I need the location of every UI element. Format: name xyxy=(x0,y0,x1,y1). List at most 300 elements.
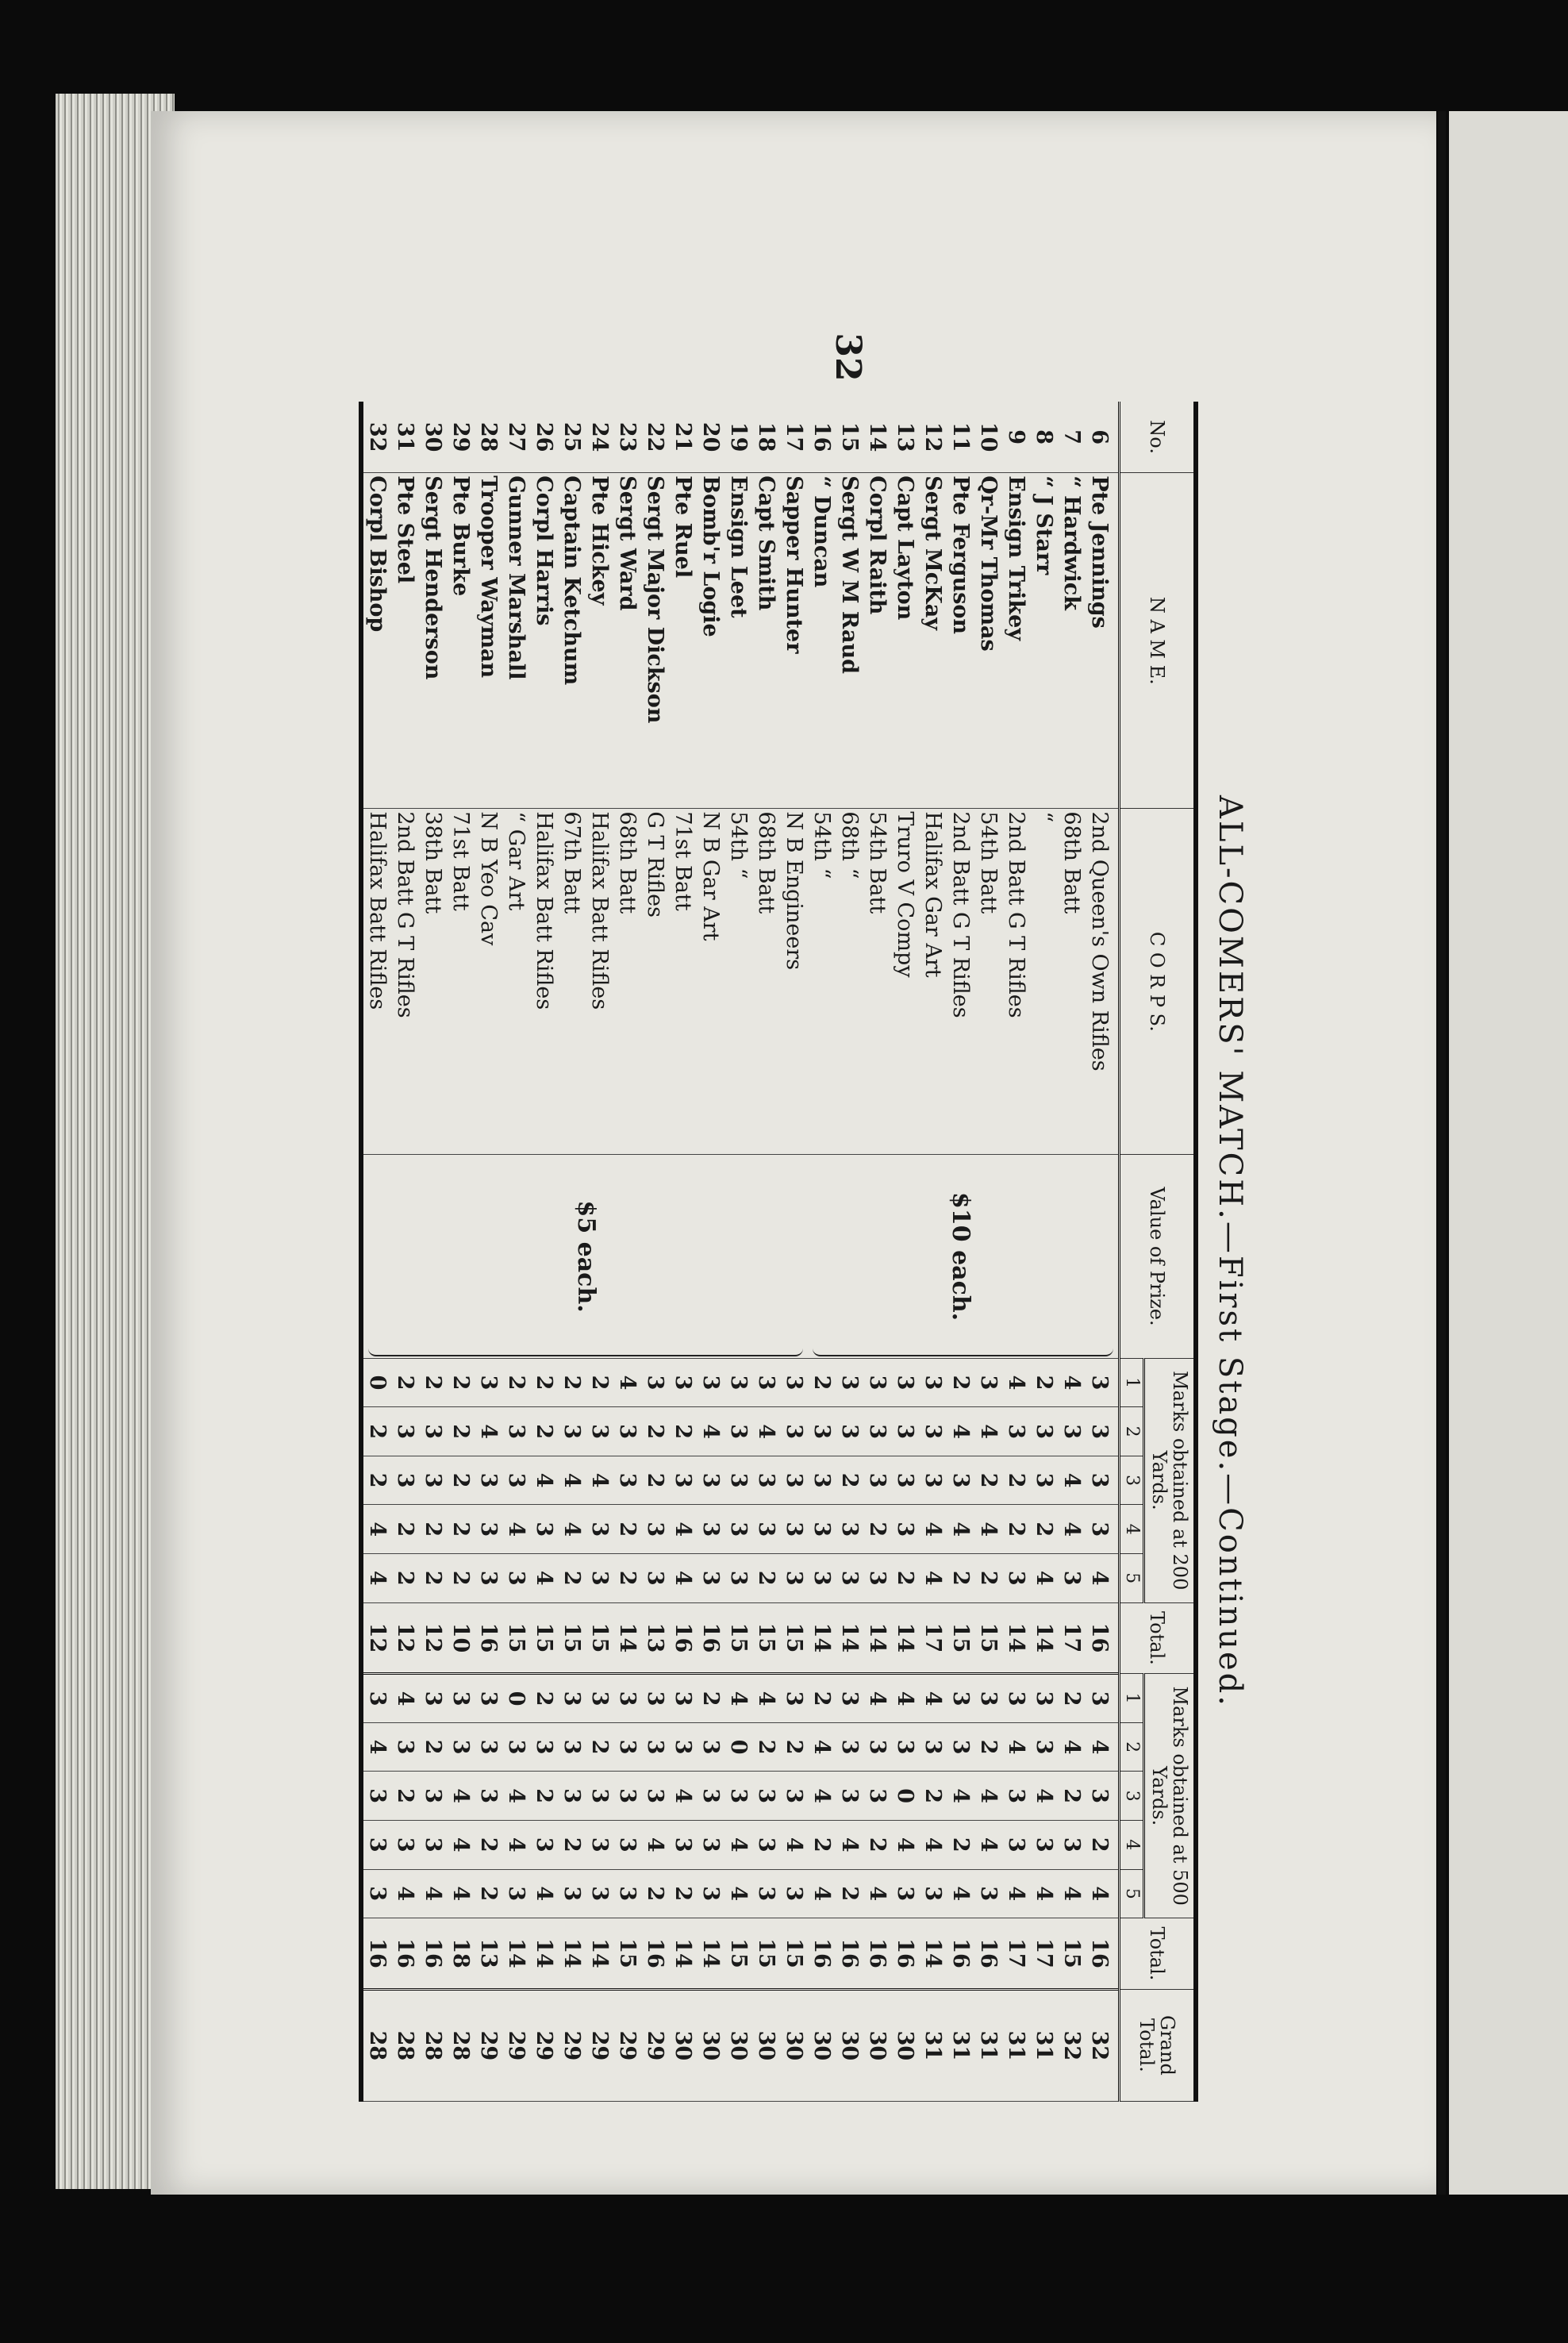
grand-total: 28 xyxy=(391,1989,419,2101)
score-200-shot: 3 xyxy=(947,1456,974,1505)
row-name xyxy=(974,473,1002,809)
score-200-shot: 4 xyxy=(530,1553,558,1602)
grand-total: 29 xyxy=(558,1989,586,2101)
score-500-shot: 4 xyxy=(891,1674,919,1723)
score-500-shot: 0 xyxy=(502,1674,530,1723)
total-200: 12 xyxy=(419,1602,447,1674)
score-500-shot: 2 xyxy=(669,1869,697,1918)
row-corps: 54th “ xyxy=(808,809,836,1155)
score-500-shot: 2 xyxy=(697,1674,724,1723)
score-200-shot: 4 xyxy=(669,1505,697,1554)
header-shot: 3 xyxy=(1120,1456,1144,1505)
row-name-text: Pte Ferguson xyxy=(948,475,974,635)
score-500-shot: 3 xyxy=(558,1722,586,1772)
row-corps: 54th “ xyxy=(724,809,752,1155)
score-500-shot: 3 xyxy=(475,1772,502,1821)
score-500-shot: 2 xyxy=(863,1820,891,1869)
row-corps: “ xyxy=(1030,809,1058,1155)
score-500-shot: 3 xyxy=(586,1820,613,1869)
score-500-shot: 4 xyxy=(1002,1869,1030,1918)
header-shot: 1 xyxy=(1120,1674,1144,1723)
row-name xyxy=(502,473,530,809)
score-500-shot: 3 xyxy=(1086,1674,1120,1723)
score-200-shot: 3 xyxy=(808,1553,836,1602)
row-corps: Halifax Batt Rifles xyxy=(361,809,391,1155)
score-500-shot: 3 xyxy=(558,1772,586,1821)
score-200-shot: 3 xyxy=(475,1358,502,1407)
score-200-shot: 3 xyxy=(530,1505,558,1554)
row-name xyxy=(669,473,697,809)
total-500: 14 xyxy=(502,1918,530,1990)
total-500: 16 xyxy=(891,1918,919,1990)
prize-value xyxy=(808,1155,1120,1358)
row-corps: 68th Batt xyxy=(613,809,641,1155)
row-number: 24 xyxy=(586,402,613,473)
total-500: 16 xyxy=(361,1918,391,1990)
row-name xyxy=(808,473,836,809)
score-500-shot: 4 xyxy=(530,1869,558,1918)
row-number: 30 xyxy=(419,402,447,473)
score-500-shot: 3 xyxy=(558,1869,586,1918)
score-200-shot: 4 xyxy=(919,1553,947,1602)
score-500-shot: 3 xyxy=(641,1722,669,1772)
score-200-shot: 2 xyxy=(1030,1505,1058,1554)
grand-total: 30 xyxy=(808,1989,836,2101)
score-200-shot: 2 xyxy=(974,1456,1002,1505)
row-name xyxy=(447,473,475,809)
total-200: 16 xyxy=(475,1602,502,1674)
row-number: 12 xyxy=(919,402,947,473)
score-200-shot: 3 xyxy=(863,1456,891,1505)
total-200: 15 xyxy=(974,1602,1002,1674)
score-200-shot: 3 xyxy=(863,1407,891,1456)
score-500-shot: 4 xyxy=(947,1772,974,1821)
score-200-shot: 3 xyxy=(780,1505,808,1554)
score-500-shot: 4 xyxy=(391,1869,419,1918)
score-200-shot: 3 xyxy=(780,1358,808,1407)
score-500-shot: 3 xyxy=(613,1869,641,1918)
row-corps: Halifax Batt Rifles xyxy=(586,809,613,1155)
score-200-shot: 3 xyxy=(558,1407,586,1456)
score-200-shot: 2 xyxy=(586,1358,613,1407)
score-500-shot: 3 xyxy=(1002,1772,1030,1821)
score-500-shot: 3 xyxy=(836,1674,863,1723)
score-200-shot: 3 xyxy=(808,1505,836,1554)
row-corps: 71st Batt xyxy=(669,809,697,1155)
total-200: 15 xyxy=(558,1602,586,1674)
score-500-shot: 4 xyxy=(1058,1869,1086,1918)
row-name-text: Qr-Mr Thomas xyxy=(976,475,1001,652)
brace-mark xyxy=(368,1347,803,1356)
score-500-shot: 2 xyxy=(808,1820,836,1869)
row-name xyxy=(780,473,808,809)
row-corps: 68th Batt xyxy=(752,809,780,1155)
score-200-shot: 2 xyxy=(447,1358,475,1407)
row-name xyxy=(641,473,669,809)
score-500-shot: 3 xyxy=(613,1674,641,1723)
total-200: 14 xyxy=(1002,1602,1030,1674)
score-500-shot: 2 xyxy=(947,1820,974,1869)
score-500-shot: 2 xyxy=(1058,1772,1086,1821)
total-200: 15 xyxy=(586,1602,613,1674)
score-200-shot: 4 xyxy=(1030,1553,1058,1602)
score-200-shot: 3 xyxy=(1058,1407,1086,1456)
score-200-shot: 4 xyxy=(586,1456,613,1505)
score-200-shot: 2 xyxy=(752,1553,780,1602)
row-corps: N B Yeo Cav xyxy=(475,809,502,1155)
header-shot: 1 xyxy=(1120,1358,1144,1407)
score-500-shot: 3 xyxy=(475,1674,502,1723)
header-total-500: Total. xyxy=(1120,1918,1196,1990)
total-500: 16 xyxy=(974,1918,1002,1990)
score-500-shot: 2 xyxy=(780,1722,808,1772)
score-500-shot: 3 xyxy=(641,1772,669,1821)
score-200-shot: 3 xyxy=(697,1553,724,1602)
row-corps: “ Gar Art xyxy=(502,809,530,1155)
total-200: 12 xyxy=(391,1602,419,1674)
total-500: 13 xyxy=(475,1918,502,1990)
row-number: 14 xyxy=(863,402,891,473)
book-gutter xyxy=(1438,111,1446,2195)
score-200-shot: 3 xyxy=(613,1456,641,1505)
total-200: 15 xyxy=(780,1602,808,1674)
row-number: 7 xyxy=(1058,402,1086,473)
score-200-shot: 3 xyxy=(1002,1407,1030,1456)
score-200-shot: 3 xyxy=(502,1553,530,1602)
grand-total: 29 xyxy=(475,1989,502,2101)
score-200-shot: 3 xyxy=(780,1553,808,1602)
row-corps: 54th Batt xyxy=(974,809,1002,1155)
row-corps: 2nd Batt G T Rifles xyxy=(947,809,974,1155)
score-500-shot: 4 xyxy=(641,1820,669,1869)
row-name xyxy=(697,473,724,809)
score-500-shot: 2 xyxy=(391,1772,419,1821)
total-200: 14 xyxy=(613,1602,641,1674)
score-200-shot: 3 xyxy=(919,1407,947,1456)
score-200-shot: 3 xyxy=(836,1505,863,1554)
row-name-text: Capt Smith xyxy=(754,475,779,611)
score-200-shot: 3 xyxy=(724,1407,752,1456)
score-500-shot: 4 xyxy=(863,1869,891,1918)
score-500-shot: 3 xyxy=(780,1772,808,1821)
row-name-text: Corpl Harris xyxy=(532,475,557,626)
total-500: 16 xyxy=(808,1918,836,1990)
score-500-shot: 3 xyxy=(530,1722,558,1772)
score-500-shot: 3 xyxy=(919,1722,947,1772)
row-number: 13 xyxy=(891,402,919,473)
score-200-shot: 4 xyxy=(919,1505,947,1554)
score-200-shot: 3 xyxy=(836,1358,863,1407)
score-500-shot: 3 xyxy=(947,1722,974,1772)
score-200-shot: 3 xyxy=(724,1358,752,1407)
score-500-shot: 2 xyxy=(641,1869,669,1918)
score-200-shot: 4 xyxy=(1086,1553,1120,1602)
score-500-shot: 3 xyxy=(919,1869,947,1918)
score-200-shot: 3 xyxy=(475,1505,502,1554)
score-500-shot: 2 xyxy=(475,1869,502,1918)
score-200-shot: 3 xyxy=(697,1505,724,1554)
score-200-shot: 2 xyxy=(947,1358,974,1407)
score-500-shot: 4 xyxy=(502,1820,530,1869)
prize-value xyxy=(361,1155,808,1358)
grand-total: 29 xyxy=(586,1989,613,2101)
total-500: 14 xyxy=(558,1918,586,1990)
header-corps: C O R P S. xyxy=(1120,809,1196,1155)
score-500-shot: 3 xyxy=(419,1820,447,1869)
table-row xyxy=(1086,402,1120,2102)
score-200-shot: 3 xyxy=(419,1407,447,1456)
row-name xyxy=(475,473,502,809)
total-200: 10 xyxy=(447,1602,475,1674)
total-500: 15 xyxy=(780,1918,808,1990)
row-corps: 68th “ xyxy=(836,809,863,1155)
total-500: 15 xyxy=(1058,1918,1086,1990)
score-500-shot: 3 xyxy=(863,1722,891,1772)
row-number: 21 xyxy=(669,402,697,473)
row-name-text: Pte Burke xyxy=(448,475,474,597)
total-200: 15 xyxy=(530,1602,558,1674)
score-500-shot: 3 xyxy=(641,1674,669,1723)
header-shot: 3 xyxy=(1120,1772,1144,1821)
row-name-text: Sergt McKay xyxy=(920,475,946,630)
score-500-shot: 3 xyxy=(836,1722,863,1772)
total-200: 17 xyxy=(919,1602,947,1674)
row-name-text: Corpl Raith xyxy=(865,475,890,615)
grand-total: 31 xyxy=(1002,1989,1030,2101)
row-name-text: Gunner Marshall xyxy=(504,475,529,680)
total-200: 15 xyxy=(947,1602,974,1674)
row-name-text: Sergt Major Dickson xyxy=(643,475,668,724)
score-500-shot: 2 xyxy=(836,1869,863,1918)
row-name xyxy=(361,473,391,809)
grand-total: 28 xyxy=(361,1989,391,2101)
score-200-shot: 3 xyxy=(475,1456,502,1505)
grand-total: 29 xyxy=(530,1989,558,2101)
total-500: 14 xyxy=(586,1918,613,1990)
score-500-shot: 4 xyxy=(447,1869,475,1918)
score-200-shot: 4 xyxy=(558,1505,586,1554)
grand-total: 30 xyxy=(780,1989,808,2101)
header-shot: 5 xyxy=(1120,1869,1144,1918)
row-name xyxy=(919,473,947,809)
score-200-shot: 2 xyxy=(863,1505,891,1554)
row-corps: N B Engineers xyxy=(780,809,808,1155)
total-200: 14 xyxy=(836,1602,863,1674)
row-name-text: Bomb'r Logie xyxy=(698,475,724,637)
row-name-text: Sergt Henderson xyxy=(421,475,446,680)
score-200-shot: 3 xyxy=(836,1407,863,1456)
row-name-text: Captain Ketchum xyxy=(559,475,585,686)
row-name-text: Ensign Leet xyxy=(726,475,751,618)
score-500-shot: 4 xyxy=(1086,1869,1120,1918)
score-500-shot: 3 xyxy=(836,1772,863,1821)
score-200-shot: 3 xyxy=(586,1553,613,1602)
row-name-text: “ Duncan xyxy=(809,475,835,588)
score-200-shot: 2 xyxy=(530,1407,558,1456)
score-200-shot: 3 xyxy=(891,1505,919,1554)
score-500-shot: 4 xyxy=(919,1820,947,1869)
score-500-shot: 3 xyxy=(391,1820,419,1869)
score-500-shot: 4 xyxy=(836,1820,863,1869)
row-number: 19 xyxy=(724,402,752,473)
score-200-shot: 3 xyxy=(724,1456,752,1505)
row-number: 9 xyxy=(1002,402,1030,473)
row-number: 26 xyxy=(530,402,558,473)
score-200-shot: 2 xyxy=(891,1553,919,1602)
score-200-shot: 3 xyxy=(419,1456,447,1505)
score-500-shot: 3 xyxy=(697,1869,724,1918)
header-shot: 2 xyxy=(1120,1722,1144,1772)
row-name-text: Pte Steel xyxy=(393,475,418,584)
score-500-shot: 3 xyxy=(613,1772,641,1821)
score-200-shot: 2 xyxy=(1030,1358,1058,1407)
score-200-shot: 2 xyxy=(530,1358,558,1407)
total-500: 14 xyxy=(669,1918,697,1990)
row-number: 15 xyxy=(836,402,863,473)
score-500-shot: 0 xyxy=(891,1772,919,1821)
score-200-shot: 4 xyxy=(947,1505,974,1554)
total-500: 15 xyxy=(752,1918,780,1990)
total-200: 14 xyxy=(891,1602,919,1674)
row-corps: 2nd Batt G T Rifles xyxy=(1002,809,1030,1155)
row-name xyxy=(724,473,752,809)
score-200-shot: 2 xyxy=(447,1553,475,1602)
score-200-shot: 2 xyxy=(419,1358,447,1407)
total-500: 17 xyxy=(1030,1918,1058,1990)
score-500-shot: 2 xyxy=(586,1722,613,1772)
grand-total: 30 xyxy=(891,1989,919,2101)
score-200-shot: 3 xyxy=(1058,1553,1086,1602)
row-number: 11 xyxy=(947,402,974,473)
row-number: 32 xyxy=(361,402,391,473)
score-500-shot: 3 xyxy=(780,1869,808,1918)
score-200-shot: 3 xyxy=(669,1456,697,1505)
score-200-shot: 4 xyxy=(947,1407,974,1456)
score-200-shot: 3 xyxy=(780,1456,808,1505)
total-500: 14 xyxy=(919,1918,947,1990)
score-200-shot: 3 xyxy=(808,1407,836,1456)
score-200-shot: 4 xyxy=(361,1553,391,1602)
score-500-shot: 4 xyxy=(724,1820,752,1869)
score-500-shot: 4 xyxy=(502,1772,530,1821)
score-200-shot: 3 xyxy=(863,1358,891,1407)
row-name xyxy=(530,473,558,809)
score-500-shot: 3 xyxy=(697,1820,724,1869)
score-500-shot: 3 xyxy=(1030,1820,1058,1869)
row-corps: 54th Batt xyxy=(863,809,891,1155)
score-500-shot: 4 xyxy=(891,1820,919,1869)
score-500-shot: 4 xyxy=(947,1869,974,1918)
score-200-shot: 4 xyxy=(697,1407,724,1456)
score-200-shot: 3 xyxy=(475,1553,502,1602)
score-500-shot: 3 xyxy=(724,1772,752,1821)
grand-total: 28 xyxy=(447,1989,475,2101)
score-200-shot: 3 xyxy=(752,1358,780,1407)
score-500-shot: 4 xyxy=(419,1869,447,1918)
row-number: 31 xyxy=(391,402,419,473)
score-500-shot: 4 xyxy=(1086,1722,1120,1772)
score-200-shot: 4 xyxy=(669,1553,697,1602)
score-500-shot: 4 xyxy=(808,1772,836,1821)
row-number: 8 xyxy=(1030,402,1058,473)
header-shot: 4 xyxy=(1120,1820,1144,1869)
score-200-shot: 3 xyxy=(752,1456,780,1505)
row-name-text: Sergt Ward xyxy=(615,475,640,611)
score-500-shot: 3 xyxy=(669,1820,697,1869)
row-name xyxy=(1086,473,1120,809)
score-200-shot: 4 xyxy=(752,1407,780,1456)
score-200-shot: 4 xyxy=(974,1505,1002,1554)
score-500-shot: 4 xyxy=(1030,1772,1058,1821)
total-500: 15 xyxy=(613,1918,641,1990)
row-number: 29 xyxy=(447,402,475,473)
score-500-shot: 3 xyxy=(475,1722,502,1772)
total-200: 15 xyxy=(752,1602,780,1674)
total-200: 15 xyxy=(502,1602,530,1674)
score-200-shot: 3 xyxy=(724,1505,752,1554)
row-name-text: Ensign Trikey xyxy=(1004,475,1029,641)
score-200-shot: 3 xyxy=(1086,1456,1120,1505)
table-row xyxy=(780,402,808,2102)
score-200-shot: 2 xyxy=(669,1407,697,1456)
total-200: 14 xyxy=(863,1602,891,1674)
score-200-shot: 2 xyxy=(502,1358,530,1407)
total-200: 15 xyxy=(724,1602,752,1674)
total-500: 16 xyxy=(1086,1918,1120,1990)
total-200: 12 xyxy=(361,1602,391,1674)
total-500: 16 xyxy=(641,1918,669,1990)
score-500-shot: 0 xyxy=(724,1722,752,1772)
score-200-shot: 3 xyxy=(752,1505,780,1554)
total-200: 16 xyxy=(697,1602,724,1674)
score-200-shot: 2 xyxy=(447,1505,475,1554)
header-grand-total: Grand Total. xyxy=(1120,1989,1196,2101)
score-200-shot: 3 xyxy=(1086,1505,1120,1554)
score-500-shot: 3 xyxy=(586,1772,613,1821)
score-200-shot: 3 xyxy=(1086,1358,1120,1407)
score-200-shot: 2 xyxy=(447,1456,475,1505)
grand-total: 31 xyxy=(947,1989,974,2101)
row-name xyxy=(752,473,780,809)
header-marks-500: Marks obtained at 500 Yards. xyxy=(1144,1674,1196,1918)
table-body xyxy=(361,402,1120,2102)
score-500-shot: 4 xyxy=(724,1674,752,1723)
header-no: No. xyxy=(1120,402,1196,473)
score-200-shot: 0 xyxy=(361,1358,391,1407)
score-500-shot: 4 xyxy=(447,1772,475,1821)
score-200-shot: 4 xyxy=(1002,1358,1030,1407)
score-500-shot: 3 xyxy=(752,1820,780,1869)
score-500-shot: 3 xyxy=(891,1869,919,1918)
total-200: 14 xyxy=(808,1602,836,1674)
grand-total: 28 xyxy=(419,1989,447,2101)
score-200-shot: 2 xyxy=(613,1553,641,1602)
total-500: 18 xyxy=(447,1918,475,1990)
row-number: 16 xyxy=(808,402,836,473)
row-corps: 2nd Batt G T Rifles xyxy=(391,809,419,1155)
total-500: 14 xyxy=(530,1918,558,1990)
score-500-shot: 3 xyxy=(391,1722,419,1772)
row-number: 28 xyxy=(475,402,502,473)
row-corps: 68th Batt xyxy=(1058,809,1086,1155)
score-200-shot: 3 xyxy=(391,1456,419,1505)
score-500-shot: 3 xyxy=(974,1869,1002,1918)
grand-total: 29 xyxy=(502,1989,530,2101)
score-500-shot: 4 xyxy=(919,1674,947,1723)
score-500-shot: 3 xyxy=(1086,1772,1120,1821)
score-500-shot: 4 xyxy=(391,1674,419,1723)
score-500-shot: 4 xyxy=(752,1674,780,1723)
